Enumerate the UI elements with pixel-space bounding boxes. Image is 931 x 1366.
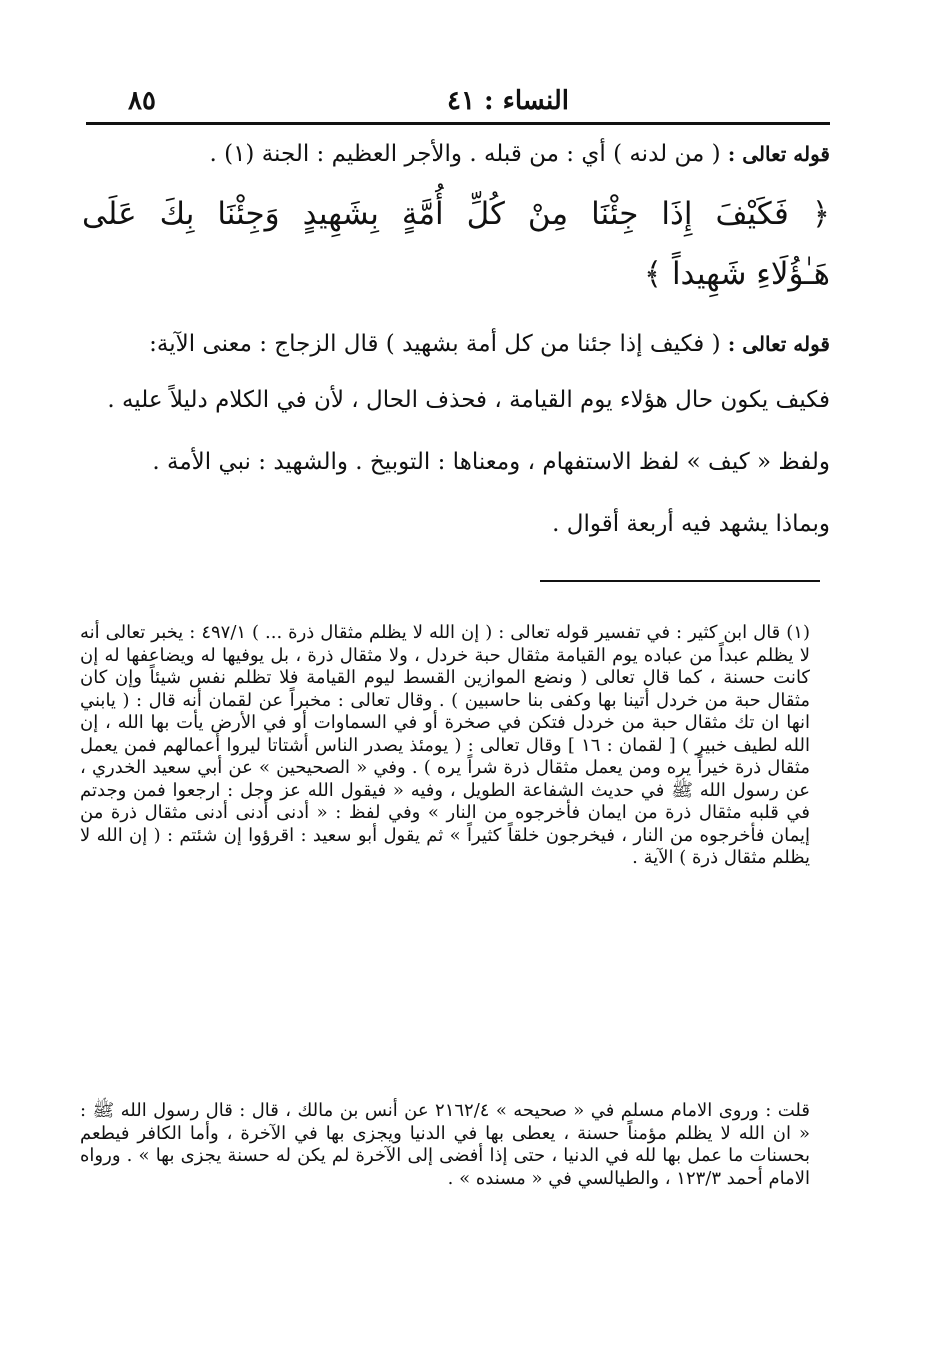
footnote-1: (١) قال ابن كثير : في تفسير قوله تعالى : ( إن الله لا يظلم مثقال ذرة ... ) ٤٩٧/١ : يخبر تعالى أنه لا يظلم عبداً من عباده يوم القيامة مثقال حبة خردل ، ولا مثقال ذرة ، بل يوفيها له ويضاعفها له إن كانت حسنة ، كما قال تعالى ( ونضع الموازين القسط ليوم القيامة فلا تظلم نفس شيئاً وإن كان مثقال حبة من خردل أتينا بها وكفى بنا حاسبين ) . وقال تعالى : مخبراً عن لقمان أنه قال : ( يابني انها ان تك مثقال حبة من خردل فتكن في صخرة أو في السماوات أو في الأرض يأت بها الله ، إن الله لطيف خبير ) [ لقمان : ١٦ ] وقال تعالى : ( يومئذ يصدر الناس أشتاتا ليروا أعمالهم فمن يعمل مثقال ذرة خيراً يره ومن يعمل مثقال ذرة شراً يره ) . وفي « الصحيحين » عن أبي سعيد الخدري ، عن رسول الله ﷺ في حديث الشفاعة الطويل ، وفيه « فيقول الله عز وجل : ارجعوا فمن وجدتم في قلبه مثقال ذرة من ايمان فأخرجوه من النار » وفي لفظ : « أدنى أدنى أدنى مثقال ذرة من إيمان فأخرجوه من النار ، فيخرجون خلقاً كثيراً » ثم يقول أبو سعيد : اقرؤوا إن شئتم : ( إن الله لا يظلم مثقال ذرة ) الآية . (80, 622, 811, 868)
commentary-paragraph-1 (82, 140, 830, 169)
commentary-line: وبماذا يشهد فيه أربعة أقوال . (552, 511, 830, 537)
commentary-line: فكيف يكون حال هؤلاء يوم القيامة ، فحذف الحال ، لأن في الكلام دليلاً عليه . (107, 387, 830, 413)
page-number: ٨٥ (128, 86, 156, 116)
footnote-note: قلت : وروى الامام مسلم في « صحيحه » ٢١٦٢/٤ عن أنس بن مالك ، قال : قال رسول الله ﷺ : « ان الله لا يظلم مؤمناً حسنة ، يعطى بها في الدنيا ويجزى بها في الآخرة ، وأما الكافر فيطعم بحسنات ما عمل بها لله في الدنيا ، حتى إذا أفضى إلى الآخرة لم يكن له حسنة يجزى بها » . ورواه الامام أحمد ١٢٣/٣ ، والطيالسي في « مسنده » . (80, 1100, 810, 1189)
paragraph-text: ( من لدنه ) أي : من قبله . والأجر العظيم : الجنة (١) . (209, 141, 721, 167)
header-rule (86, 122, 830, 125)
footnote-separator (540, 580, 820, 582)
running-head: النساء : ٤١ (447, 86, 569, 116)
paragraph-label: قوله تعالى : (727, 142, 830, 166)
quran-verse-line-1: ﴿ فَكَيْفَ إِذَا جِئْنَا مِنْ كُلِّ أُمَّةٍ بِشَهِيدٍ وَجِئْنَا بِكَ عَلَى (82, 196, 830, 232)
quran-verse-line-2: هَـٰؤُلَاءِ شَهِيداً ﴾ (643, 256, 830, 292)
paragraph-label: قوله تعالى : (727, 332, 830, 356)
commentary-paragraph-2 (82, 330, 830, 359)
paragraph-text: ( فكيف إذا جئنا من كل أمة بشهيد ) قال الزجاج : معنى الآية: (149, 331, 721, 357)
commentary-line: ولفظ « كيف » لفظ الاستفهام ، ومعناها : التوبيخ . والشهيد : نبي الأمة . (152, 449, 830, 475)
page-header (88, 82, 830, 122)
